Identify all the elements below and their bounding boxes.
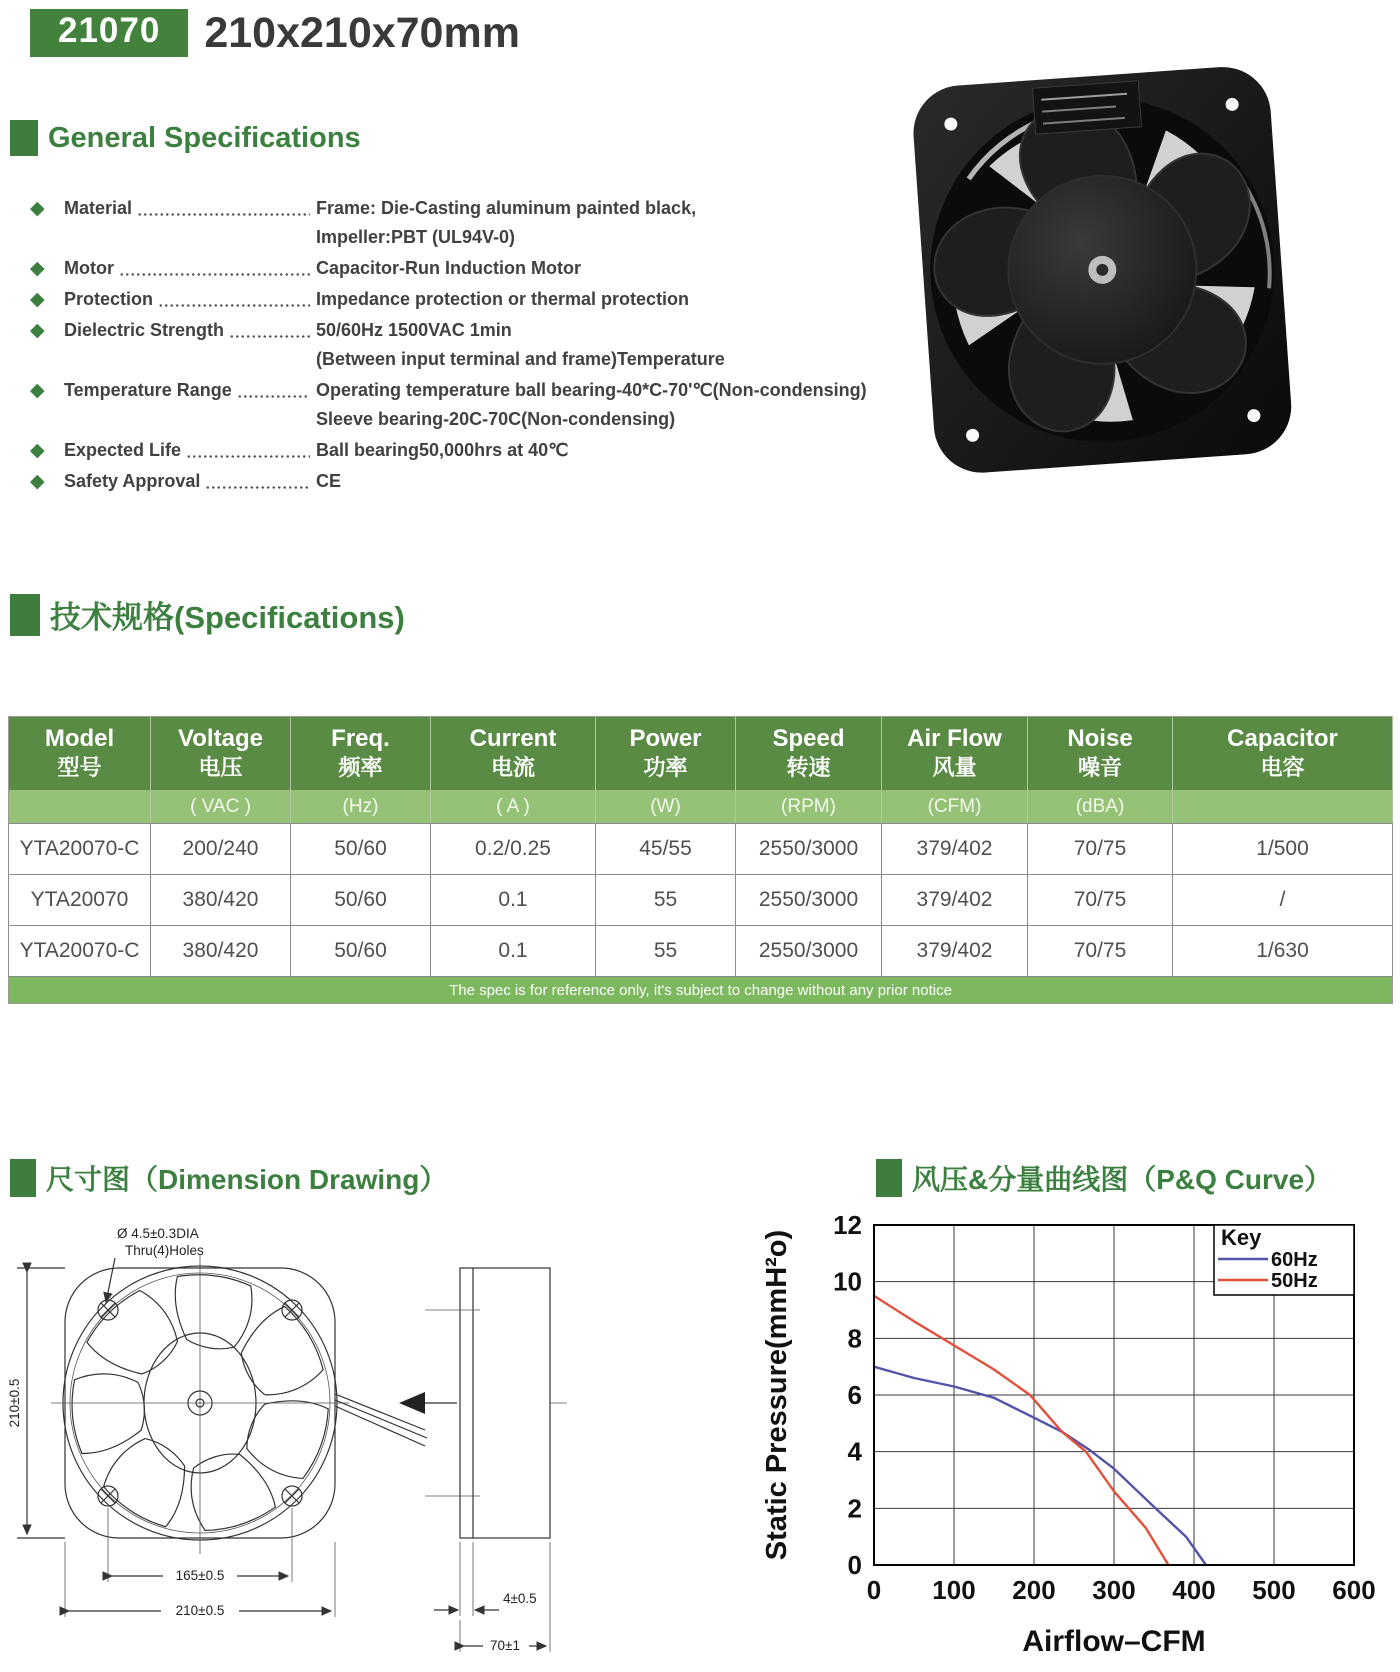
unit-cell: (dBA) — [1028, 790, 1173, 824]
table-footnote-row — [9, 977, 1393, 1004]
general-specs-heading — [10, 120, 361, 156]
table-cell: 1/630 — [1173, 926, 1393, 977]
svg-text:2: 2 — [847, 1493, 862, 1524]
unit-cell: ( A ) — [431, 790, 596, 824]
model-code-badge: 21070 — [30, 9, 188, 57]
svg-text:100: 100 — [932, 1575, 976, 1605]
y-axis-label: Static Pressure(mmH²o) — [761, 1229, 793, 1561]
column-header: Model 型号 — [9, 717, 151, 791]
table-cell: 379/402 — [882, 824, 1028, 875]
svg-text:0: 0 — [866, 1575, 882, 1605]
table-cell: 50/60 — [291, 824, 431, 875]
unit-cell: (Hz) — [291, 790, 431, 824]
table-cell: 0.1 — [431, 875, 596, 926]
hole-dia-label: Ø 4.5±0.3DIA — [117, 1226, 199, 1241]
table-cell: / — [1173, 875, 1393, 926]
dot-leader — [137, 213, 310, 216]
table-row — [9, 926, 1393, 977]
section-title: 尺寸图（Dimension Drawing） — [46, 1164, 448, 1195]
pq-curve-heading — [876, 1158, 1332, 1198]
general-spec-list — [30, 194, 930, 498]
table-cell: 379/402 — [882, 926, 1028, 977]
pq-curve-chart — [752, 1205, 1400, 1672]
green-square-icon — [10, 1159, 36, 1197]
column-header: Current 电流 — [431, 717, 596, 791]
spec-label: Safety Approval — [64, 471, 201, 491]
fan-product-photo — [895, 50, 1305, 485]
diamond-bullet-icon: ◆ — [30, 258, 45, 279]
spec-label: Temperature Range — [64, 380, 232, 400]
table-cell: 379/402 — [882, 875, 1028, 926]
svg-text:6: 6 — [847, 1380, 862, 1410]
column-header: Air Flow 风量 — [882, 717, 1028, 791]
table-cell: 1/500 — [1173, 824, 1393, 875]
dimension-heading — [10, 1158, 447, 1198]
diamond-bullet-icon: ◆ — [30, 471, 45, 492]
unit-cell — [9, 790, 151, 824]
svg-text:4: 4 — [847, 1436, 862, 1467]
diamond-bullet-icon: ◆ — [30, 320, 45, 341]
spec-item — [30, 436, 930, 465]
table-cell: 200/240 — [151, 824, 291, 875]
spec-table-header-row — [9, 717, 1393, 791]
diamond-bullet-icon: ◆ — [30, 198, 45, 219]
unit-cell: (RPM) — [736, 790, 882, 824]
section-title: General Specifications — [48, 121, 361, 154]
unit-cell: (CFM) — [882, 790, 1028, 824]
specifications-heading — [10, 592, 405, 637]
table-row — [9, 824, 1393, 875]
spec-value: 50/60Hz 1500VAC 1min (Between input terminal and frame)Temperature — [316, 320, 725, 369]
diamond-bullet-icon: ◆ — [30, 380, 45, 401]
table-cell: 2550/3000 — [736, 875, 882, 926]
table-cell: YTA20070-C — [9, 824, 151, 875]
dimension-drawing — [5, 1218, 750, 1668]
spec-label: Material — [64, 198, 133, 218]
unit-cell: ( VAC ) — [151, 790, 291, 824]
spec-item — [30, 254, 930, 283]
table-cell: 0.1 — [431, 926, 596, 977]
table-cell: 70/75 — [1028, 824, 1173, 875]
width-dim-label: 210±0.5 — [175, 1603, 225, 1618]
dot-leader — [205, 486, 310, 489]
dot-leader — [119, 273, 310, 276]
spec-table-body — [9, 824, 1393, 977]
svg-text:10: 10 — [833, 1266, 862, 1297]
table-cell: 50/60 — [291, 875, 431, 926]
fan-frame — [909, 64, 1294, 476]
svg-text:600: 600 — [1332, 1575, 1376, 1605]
column-header: Noise 噪音 — [1028, 717, 1173, 791]
legend-label-50hz: 50Hz — [1271, 1270, 1318, 1292]
height-dim-label: 210±0.5 — [7, 1378, 22, 1428]
table-cell: 2550/3000 — [736, 824, 882, 875]
spec-item — [30, 467, 930, 496]
spec-value: CE — [316, 471, 342, 491]
page-title: 210x210x70mm — [204, 8, 520, 57]
dot-leader — [186, 455, 310, 458]
green-square-icon — [876, 1159, 902, 1197]
spec-value: Ball bearing50,000hrs at 40℃ — [316, 440, 569, 460]
table-cell: 70/75 — [1028, 926, 1173, 977]
spec-value: Frame: Die-Casting aluminum painted black, Impeller:PBT (UL94V-0) — [316, 198, 697, 247]
svg-text:12: 12 — [833, 1210, 862, 1240]
spec-item — [30, 376, 930, 434]
table-cell: YTA20070 — [9, 875, 151, 926]
dot-leader — [229, 335, 310, 338]
spec-value: Impedance protection or thermal protection — [316, 289, 690, 309]
spec-label: Dielectric Strength — [64, 320, 225, 340]
brand-row — [30, 8, 520, 58]
spec-table-unit-row — [9, 790, 1393, 824]
section-title: 风压&分量曲线图（P&Q Curve） — [912, 1164, 1333, 1195]
green-square-icon — [10, 594, 40, 636]
spec-item — [30, 194, 930, 252]
svg-text:200: 200 — [1012, 1575, 1056, 1605]
svg-text:0: 0 — [847, 1550, 862, 1580]
airflow-direction-arrow — [399, 1392, 425, 1414]
column-header: Freq. 频率 — [291, 717, 431, 791]
dot-leader — [158, 304, 310, 307]
table-row — [9, 875, 1393, 926]
curve-50Hz — [874, 1296, 1168, 1565]
table-cell: 380/420 — [151, 875, 291, 926]
column-header: Speed 转速 — [736, 717, 882, 791]
x-axis-label: Airflow–CFM — [1022, 1625, 1206, 1658]
table-cell: 2550/3000 — [736, 926, 882, 977]
unit-cell: (W) — [596, 790, 736, 824]
table-cell: 70/75 — [1028, 875, 1173, 926]
diamond-bullet-icon: ◆ — [30, 440, 45, 461]
table-cell: 50/60 — [291, 926, 431, 977]
legend-label-60hz: 60Hz — [1271, 1249, 1318, 1271]
table-cell: 55 — [596, 875, 736, 926]
svg-text:500: 500 — [1252, 1575, 1296, 1605]
hole-pitch-label: 165±0.5 — [175, 1568, 225, 1583]
svg-text:300: 300 — [1092, 1575, 1136, 1605]
spec-item — [30, 285, 930, 314]
unit-cell — [1173, 790, 1393, 824]
column-header: Power 功率 — [596, 717, 736, 791]
legend-title: Key — [1221, 1225, 1262, 1250]
table-cell: YTA20070-C — [9, 926, 151, 977]
spec-table-footnote: The spec is for reference only, it's subject to change without any prior notice — [9, 977, 1393, 1004]
table-cell: 45/55 — [596, 824, 736, 875]
column-header: Capacitor 电容 — [1173, 717, 1393, 791]
spec-label: Motor — [64, 258, 114, 278]
flange-dim-label: 4±0.5 — [503, 1591, 537, 1606]
specifications-table — [8, 716, 1393, 1004]
depth-dim-label: 70±1 — [490, 1638, 520, 1653]
green-square-icon — [10, 120, 38, 156]
spec-label: Expected Life — [64, 440, 182, 460]
svg-text:400: 400 — [1172, 1575, 1216, 1605]
table-cell: 0.2/0.25 — [431, 824, 596, 875]
dot-leader — [237, 395, 310, 398]
spec-label: Protection — [64, 289, 154, 309]
diamond-bullet-icon: ◆ — [30, 289, 45, 310]
section-title: 技术规格(Specifications) — [50, 600, 405, 635]
spec-item — [30, 316, 930, 374]
column-header: Voltage 电压 — [151, 717, 291, 791]
spec-value: Operating temperature ball bearing-40*C-70'℃(Non-condensing) Sleeve bearing-20C-70C(Non-condensing) — [316, 380, 867, 429]
spec-value: Capacitor-Run Induction Motor — [316, 258, 581, 278]
svg-text:8: 8 — [847, 1323, 862, 1354]
table-cell: 55 — [596, 926, 736, 977]
chart-legend — [1214, 1225, 1354, 1295]
curve-60Hz — [874, 1367, 1206, 1565]
hole-count-label: Thru(4)Holes — [125, 1243, 204, 1258]
table-cell: 380/420 — [151, 926, 291, 977]
